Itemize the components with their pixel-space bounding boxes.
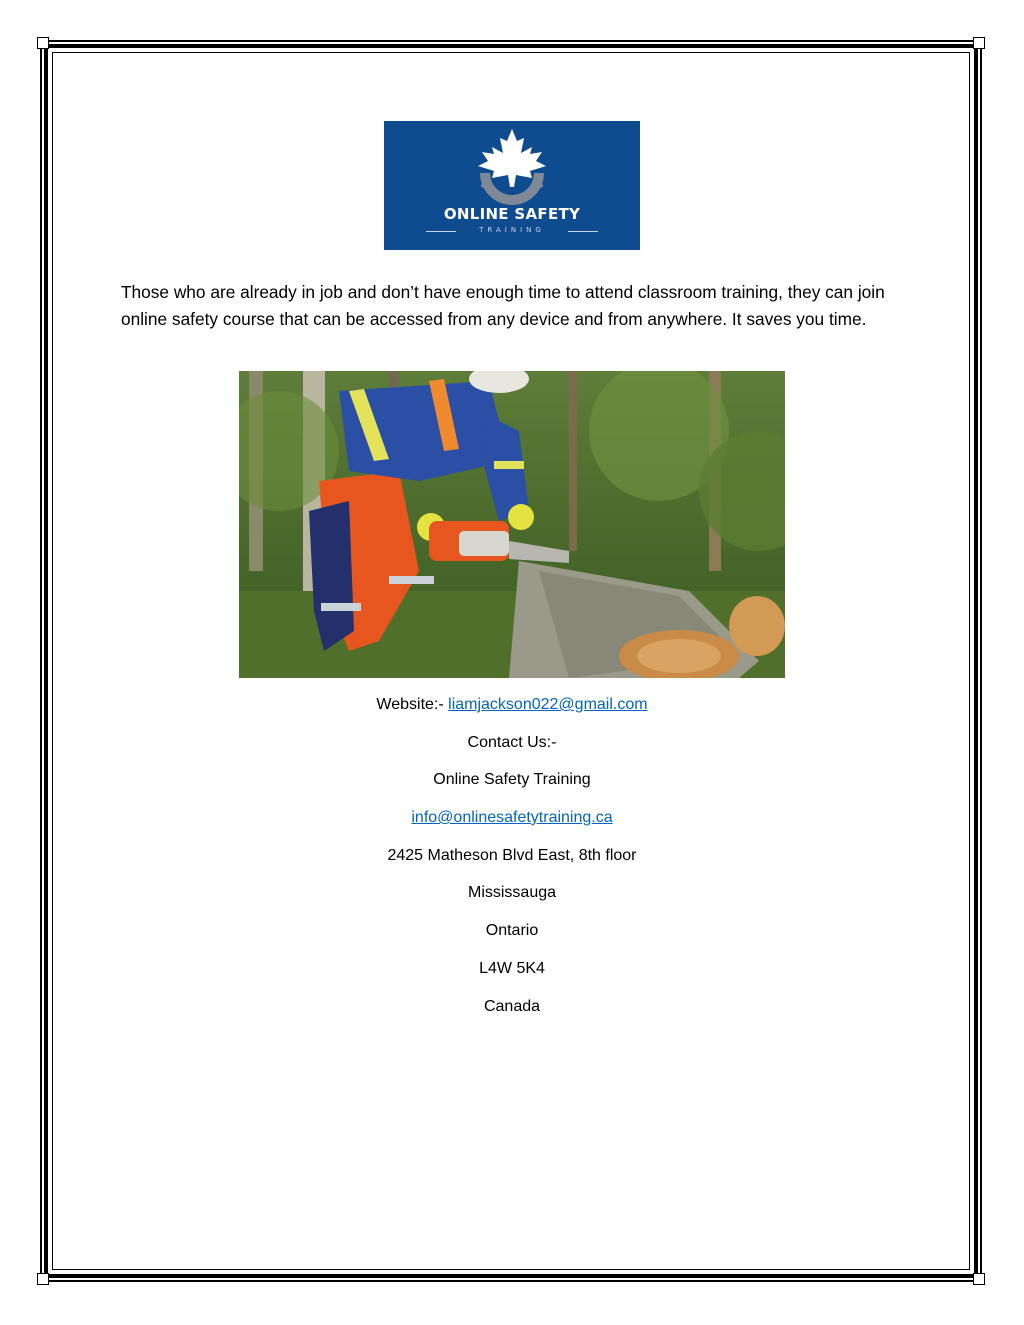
address-postal: L4W 5K4 bbox=[479, 959, 545, 977]
email-link[interactable]: info@onlinesafetytraining.ca bbox=[411, 809, 613, 827]
chainsaw-worker-photo bbox=[239, 371, 785, 678]
contact-block bbox=[0, 693, 1024, 1032]
website-label: Website:- bbox=[376, 696, 449, 713]
border-corner bbox=[973, 37, 985, 49]
logo-divider bbox=[568, 231, 598, 232]
address-country: Canada bbox=[483, 997, 541, 1015]
border-corner bbox=[37, 1273, 49, 1285]
contact-us-heading: Contact Us:- bbox=[467, 733, 557, 751]
address-province: Ontario bbox=[485, 922, 539, 940]
address-street: 2425 Matheson Blvd East, 8th floor bbox=[387, 846, 637, 864]
company-name: Online Safety Training bbox=[433, 771, 591, 789]
border-corner bbox=[37, 37, 49, 49]
company-logo bbox=[384, 121, 640, 250]
logo-subtitle: TRAINING bbox=[479, 226, 545, 234]
website-link[interactable]: liamjackson022@gmail.com bbox=[448, 696, 648, 713]
intro-paragraph: Those who are already in job and don’t have enough time to attend classroom training, they can join online safety course that can be accessed from any device and from anywhere. It saves you time. bbox=[121, 282, 885, 329]
logo-title: ONLINE SAFETY bbox=[443, 205, 581, 223]
website-line bbox=[0, 693, 1024, 731]
address-city: Mississauga bbox=[467, 884, 557, 902]
border-corner bbox=[973, 1273, 985, 1285]
